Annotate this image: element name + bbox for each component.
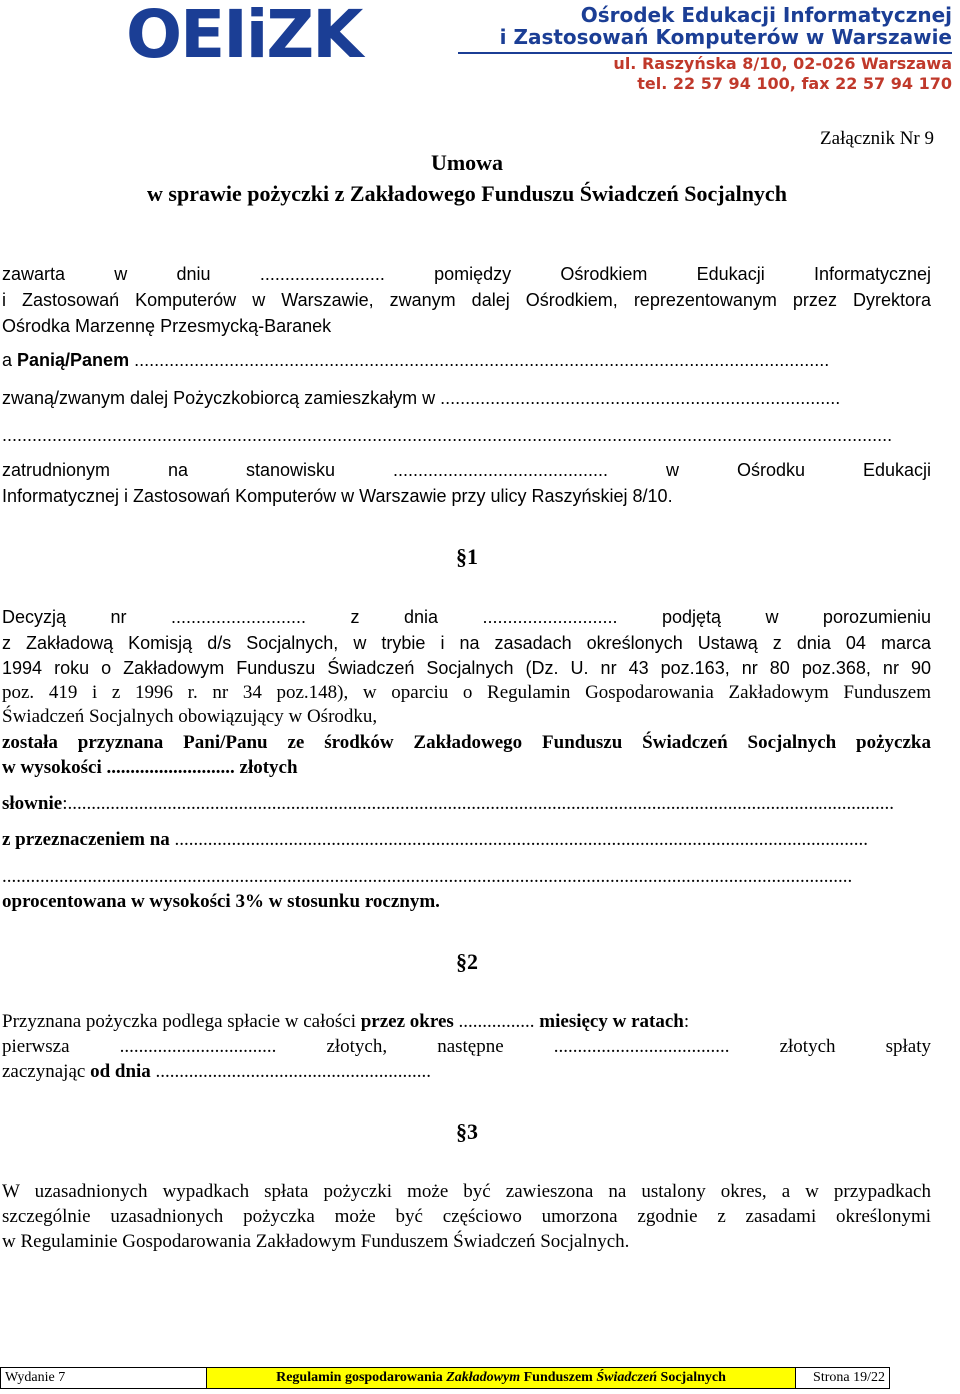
intro-line-7: zatrudnionym na stanowisku ........................................... w Ośrodku Edukacji	[2, 460, 931, 480]
document-title: Umowa	[430, 150, 504, 175]
intro-line-4: a Panią/Panem ...........................................................................................................................................	[2, 350, 830, 370]
s1-slownie: słownie:..............................................................................................................................................................................	[2, 793, 894, 814]
intro-line-2: i Zastosowań Komputerów w Warszawie, zwanym dalej Ośrodkiem, reprezentowanym przez Dyrektora	[2, 290, 931, 310]
s2-line-3: zaczynając od dnia ..........................................................	[2, 1061, 432, 1082]
s1-line-4: poz. 419 i z 1996 r. nr 34 poz.148), w oparciu o Regulamin Gospodarowania Zakładowym Funduszem	[2, 682, 931, 703]
footer-page-number: Strona 19/22	[813, 1370, 885, 1385]
intro-line-8: Informatycznej i Zastosowań Komputerów w Warszawie przy ulicy Raszyńskiej 8/10.	[2, 486, 673, 506]
section-2-heading: §2	[456, 949, 478, 974]
s2-line-2: pierwsza ................................. złotych, następne ..................................... złotych spłaty	[2, 1036, 931, 1057]
s1-purpose: z przeznaczeniem na ..................................................................................................................................................	[2, 829, 869, 850]
s1-line-6: została przyznana Pani/Panu ze środków Zakładowego Funduszu Świadczeń Socjalnych pożyczka	[2, 732, 931, 753]
section-1-heading: §1	[456, 544, 478, 569]
s1-line-3: 1994 roku o Zakładowym Funduszu Świadczeń Socjalnych (Dz. U. nr 43 poz.163, nr 80 poz.368, nr 90	[2, 658, 931, 678]
intro-line-1: zawarta w dniu ......................... pomiędzy Ośrodkiem Edukacji Informatycznej	[2, 264, 931, 284]
org-name-line2: i Zastosowań Komputerów w Warszawie	[499, 25, 952, 49]
intro-line-5: zwaną/zwanym dalej Pożyczkobiorcą zamieszkałym w ................................................................................	[2, 388, 841, 408]
s1-line-7: w wysokości ........................... złotych	[2, 757, 298, 778]
s1-interest: oprocentowana w wysokości 3% w stosunku rocznym.	[2, 891, 440, 912]
section-3-heading: §3	[456, 1119, 478, 1144]
s3-line-2: szczególnie uzasadnionych pożyczka może być częściowo umorzona zgodnie z zasadami określonymi	[2, 1206, 931, 1227]
s1-dots-line: ...................................................................................................................................................................................	[2, 866, 853, 887]
s1-line-5: Świadczeń Socjalnych obowiązujący w Ośrodku,	[2, 706, 378, 727]
org-name-line1: Ośrodek Edukacji Informatycznej	[580, 3, 952, 27]
footer-regulation: Regulamin gospodarowania Zakładowym Funduszem Świadczeń Socjalnych	[207, 1368, 796, 1388]
intro-line-6: ..................................................................................................................................................................................	[2, 425, 893, 445]
institution-logo: OEIiZK	[126, 0, 362, 73]
footer-edition: Wydanie 7	[1, 1368, 207, 1388]
s3-line-3: w Regulaminie Gospodarowania Zakładowym Funduszem Świadczeń Socjalnych.	[2, 1231, 630, 1252]
page-footer	[0, 1367, 890, 1389]
s3-line-1: W uzasadnionych wypadkach spłata pożyczki może być zawieszona na ustalony okres, a w przypadkach	[2, 1181, 931, 1202]
s1-line-1: Decyzją nr ........................... z dnia ........................... podjętą w porozumieniu	[2, 607, 931, 627]
attachment-label: Załącznik Nr 9	[820, 128, 934, 149]
document-subtitle: w sprawie pożyczki z Zakładowego Funduszu Świadczeń Socjalnych	[147, 181, 787, 206]
intro-line-3: Ośrodka Marzennę Przesmycką-Baranek	[2, 316, 332, 336]
org-phone: tel. 22 57 94 100, fax 22 57 94 170	[637, 74, 952, 93]
org-address: ul. Raszyńska 8/10, 02-026 Warszawa	[613, 54, 952, 73]
s2-line-1: Przyznana pożyczka podlega spłacie w całości przez okres ................ miesięcy w ratach:	[2, 1011, 690, 1032]
s1-line-2: z Zakładową Komisją d/s Socjalnych, w trybie i na zasadach określonych Ustawą z dnia 04 marca	[2, 633, 931, 653]
